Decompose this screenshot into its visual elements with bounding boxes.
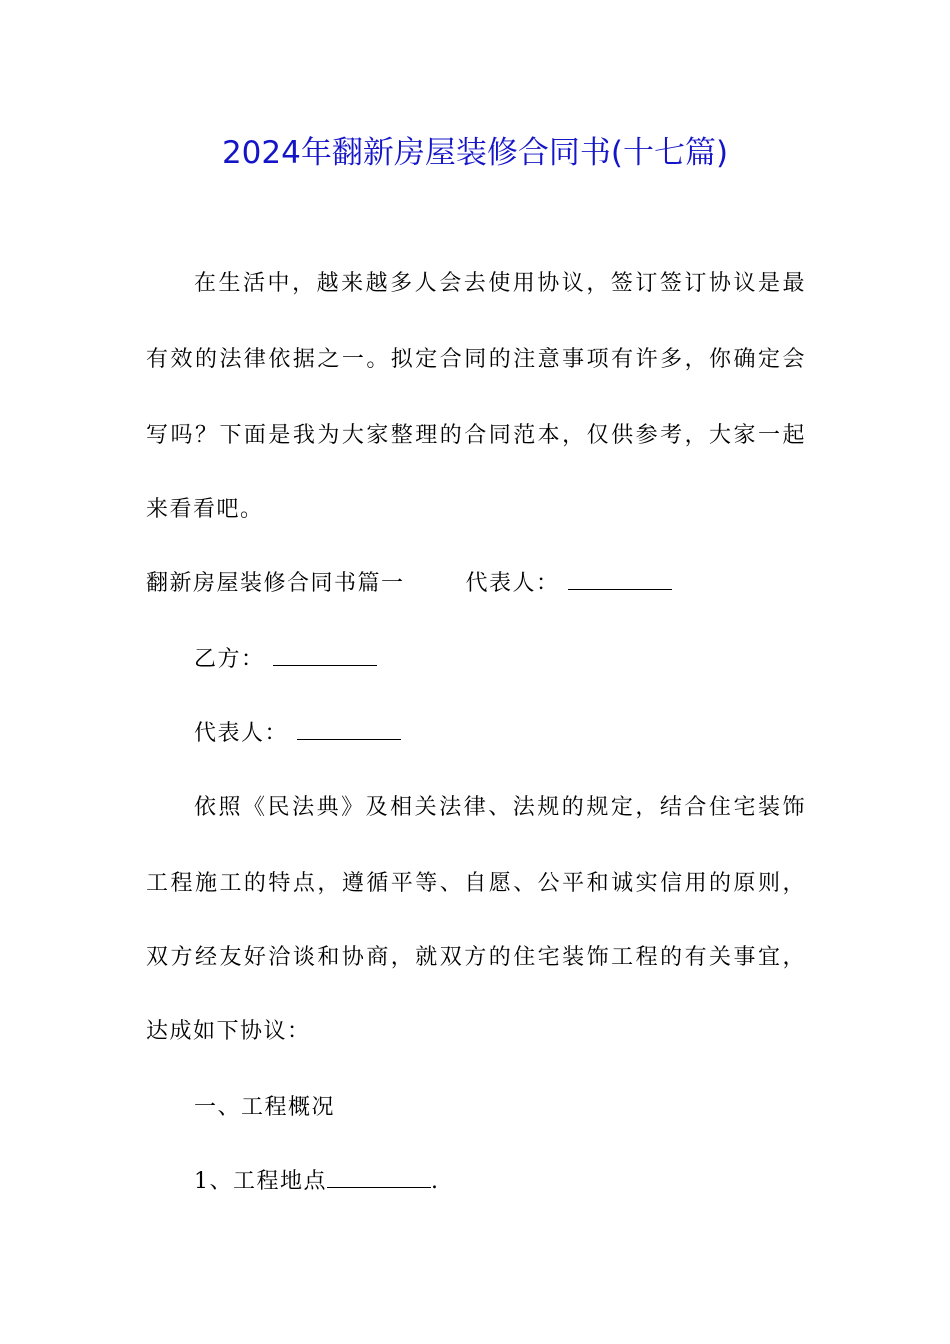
party-b-line — [194, 642, 854, 678]
representative-line-2 — [194, 716, 854, 752]
representative-blank-2[interactable] — [297, 717, 401, 740]
intro-text-1: 在生活中，越来越多人会去使用协议，签订签订协议是最 — [194, 271, 806, 296]
representative-blank-1[interactable] — [568, 567, 672, 590]
intro-line-2 — [146, 342, 806, 378]
clause-item-1-label: 1、工程地点 — [194, 1169, 327, 1194]
intro-line-3 — [146, 418, 806, 454]
basis-text-3: 双方经友好洽谈和协商，就双方的住宅装饰工程的有关事宜， — [146, 945, 806, 970]
clause-heading: 一、工程概况 — [194, 1095, 336, 1120]
intro-text-3: 写吗？下面是我为大家整理的合同范本，仅供参考，大家一起 — [146, 423, 806, 448]
party-b-label: 乙方： — [194, 647, 265, 672]
basis-line-2 — [146, 866, 806, 902]
intro-line-4: 来看看吧。 — [146, 497, 264, 522]
basis-line-1 — [194, 790, 806, 826]
work-location-blank[interactable] — [327, 1165, 431, 1188]
intro-line-1 — [194, 266, 806, 302]
basis-line-3 — [146, 940, 806, 976]
basis-text-2: 工程施工的特点，遵循平等、自愿、公平和诚实信用的原则， — [146, 871, 806, 896]
intro-text-2: 有效的法律依据之一。拟定合同的注意事项有许多，你确定会 — [146, 347, 806, 372]
document-title: 2024年翻新房屋装修合同书(十七篇) — [221, 135, 729, 171]
basis-text-1: 依照《民法典》及相关法律、法规的规定，结合住宅装饰 — [194, 795, 806, 820]
party-b-blank[interactable] — [273, 643, 377, 666]
clause-item-1-suffix: . — [431, 1169, 440, 1194]
basis-line-4: 达成如下协议： — [146, 1019, 311, 1044]
representative-label-1: 代表人： — [465, 571, 560, 596]
representative-label-2: 代表人： — [194, 721, 289, 746]
clause-item-1-line — [194, 1164, 854, 1200]
section-heading-line — [146, 566, 806, 602]
section-heading: 翻新房屋装修合同书篇一 — [146, 571, 405, 596]
